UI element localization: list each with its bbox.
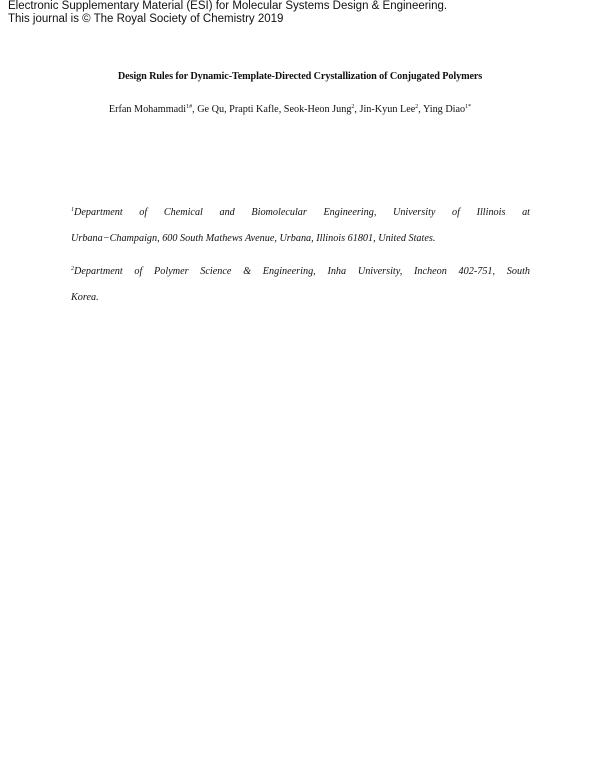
author-affiliation-mark: 2 xyxy=(415,104,419,110)
affiliation-1 xyxy=(71,200,530,252)
author-name: Jin-Kyun Lee xyxy=(359,104,416,115)
affiliation-mark: 1 xyxy=(71,207,74,213)
affiliation-1-line-1 xyxy=(71,200,530,226)
author-name: Prapti Kafle xyxy=(229,104,279,115)
author-5 xyxy=(360,104,423,115)
affiliation-2-line-2: Korea. xyxy=(71,292,99,303)
affiliation-1-line-2: Urbana−Champaign, 600 South Mathews Avenue, Urbana, Illinois 61801, United States. xyxy=(71,233,436,244)
author-affiliation-mark: 1# xyxy=(186,104,193,110)
affiliation-text: Department of Polymer Science & Engineering, Inha University, Incheon 402-751, South xyxy=(74,266,530,277)
esi-header-line-2: This journal is © The Royal Society of Chemistry 2019 xyxy=(8,13,284,25)
esi-header xyxy=(8,0,447,26)
author-list xyxy=(0,104,580,115)
author-name: Ge Qu xyxy=(197,104,225,115)
paper-title: Design Rules for Dynamic-Template-Directed Crystallization of Conjugated Polymers xyxy=(117,71,483,82)
author-affiliation-mark: 1* xyxy=(465,104,472,110)
author-2 xyxy=(197,104,229,115)
author-affiliation-mark: 2 xyxy=(351,104,355,110)
author-4 xyxy=(284,104,360,115)
affiliation-text: Department of Chemical and Biomolecular Engineering, University of Illinois at xyxy=(74,207,530,218)
author-name: Erfan Mohammadi xyxy=(108,104,187,115)
author-1 xyxy=(109,104,197,115)
esi-header-line-1: Electronic Supplementary Material (ESI) for Molecular Systems Design & Engineering. xyxy=(8,0,448,12)
author-name: Ying Diao xyxy=(422,104,466,115)
author-6 xyxy=(423,104,471,115)
affiliation-mark: 2 xyxy=(71,266,74,272)
affiliation-2-line-1 xyxy=(71,259,530,285)
author-separator: , xyxy=(192,104,198,115)
author-separator: , xyxy=(418,104,423,115)
author-separator: , xyxy=(224,104,230,115)
author-separator: , xyxy=(354,104,360,115)
author-name: Seok-Heon Jung xyxy=(283,104,352,115)
affiliation-2 xyxy=(71,259,530,311)
author-separator: , xyxy=(278,104,284,115)
author-3 xyxy=(229,104,284,115)
